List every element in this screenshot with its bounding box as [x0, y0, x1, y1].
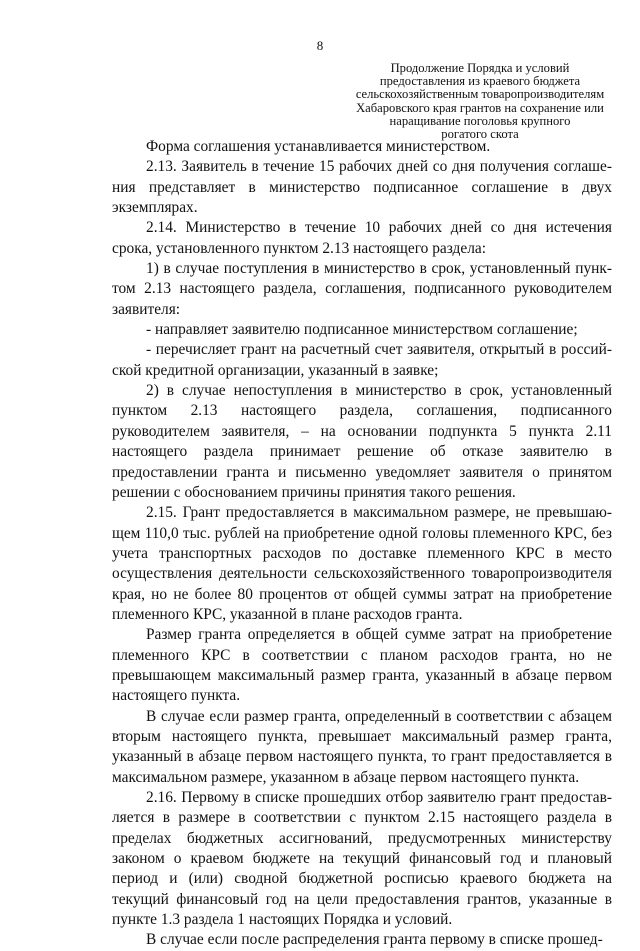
page-number: 8 — [316, 38, 324, 53]
paragraph-2-15: 2.15. Грант предоставляется в максимальном размере, не превышающем 110,0 тыс. рублей на приобретение одной головы племенного КРС, без учета транспортных расходов по доставке племенного КРС в место осуществления деятельности сельскохозяйственного товаропроизводителя края, но не более 80 процентов от общей суммы затрат на приобретение племенного КРС, указанной в плане расходов гранта. — [112, 504, 612, 623]
paragraph-2-16: 2.16. Первому в списке прошедших отбор заявителю грант предоставляется в размере в соответствии с пунктом 2.15 настоящего раздела в пределах бюджетных ассигнований, предусмотренных министерству законом о краевом бюджете на текущий финансовый год и плановый период и (или) сводной бюджетной росписью краевого бюджета на текущий финансовый год на цели предоставления грантов, указанные в пункте 1.3 раздела 1 настоящих Порядка и условий. — [112, 789, 612, 929]
paragraph-2-13: 2.13. Заявитель в течение 15 рабочих дней со дня получения соглашения представляет в министерство подписанное соглашение в двух экземплярах. — [112, 158, 612, 217]
paragraph-2-14-dash-2: - перечисляет грант на расчетный счет заявителя, открытый в российской кредитной организации, указанный в заявке; — [112, 341, 612, 379]
header-line: рогатого скота — [441, 127, 519, 142]
header-line: Продолжение Порядка и условий — [390, 61, 570, 75]
header-line: наращивание поголовья крупного — [389, 113, 571, 128]
paragraph-form-note: Форма соглашения устанавливается министерством. — [146, 138, 491, 155]
paragraph-2-14-dash-1: - направляет заявителю подписанное министерством соглашение; — [146, 321, 578, 339]
document-header — [340, 62, 620, 141]
paragraph-2-15-size: Размер гранта определяется в общей сумме затрат на приобретение племенного КРС в соответствии с планом расходов гранта, но не превышающем максимальный размер гранта, указанный в абзаце первом настоящего пункта. — [112, 626, 612, 705]
document-body — [112, 137, 612, 951]
header-line: сельскохозяйственным товаропроизводителям — [355, 87, 605, 102]
header-line: Хабаровского края грантов на сохранение или — [356, 100, 604, 115]
paragraph-2-14-item-2: 2) в случае непоступления в министерство в срок, установленный пунктом 2.13 настоящего раздела, соглашения, подписанного руководителем заявителя, – на основании подпункта 5 пункта 2.11 настоящего раздела принимает решение об отказе заявителю в предоставлении гранта и письменно уведомляет заявителя о принятом решении с обоснованием причины принятия такого решения. — [112, 382, 612, 501]
paragraph-2-15-excess: В случае если размер гранта, определенный в соответствии с абзацем вторым настоящего пункта, превышает максимальный размер гранта, указанный в абзаце первом настоящего пункта, то грант предоставляется в максимальном размере, указанном в абзаце первом настоящего пункта. — [112, 707, 612, 786]
paragraph-2-14-item-1: 1) в случае поступления в министерство в срок, установленный пунктом 2.13 настоящего раздела, соглашения, подписанного руководителем заявителя: — [112, 260, 612, 318]
header-line: предоставления из краевого бюджета — [379, 74, 581, 89]
paragraph-2-14: 2.14. Министерство в течение 10 рабочих дней со дня истечения срока, установленного пунктом 2.13 настоящего раздела: — [112, 219, 612, 257]
paragraph-2-16-continued: В случае если после распределения гранта первому в списке прошед- — [146, 931, 603, 949]
